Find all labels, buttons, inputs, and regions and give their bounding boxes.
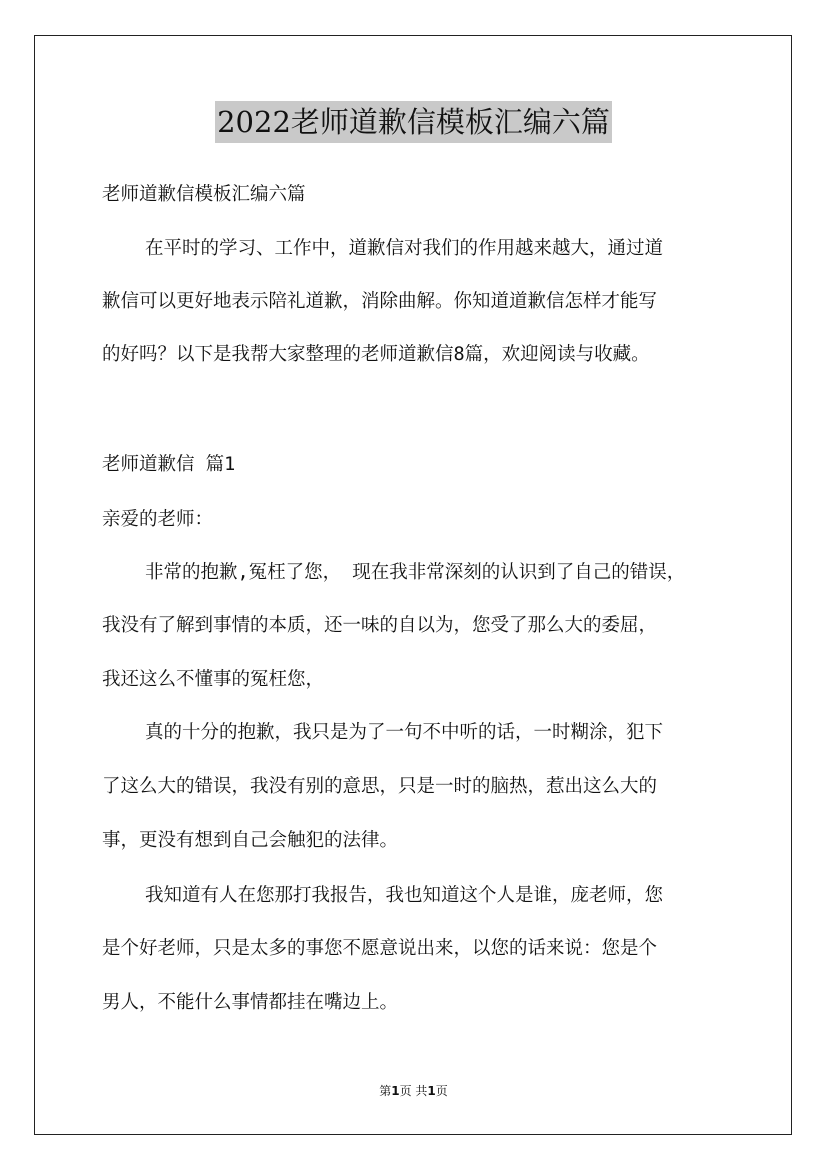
intro-line-1: 在平时的学习、工作中，道歉信对我们的作用越来越大，通过道 xyxy=(145,238,664,259)
footer-page-total: 1 xyxy=(427,1084,436,1098)
section-heading: 老师道歉信 篇1 xyxy=(102,454,236,475)
paragraph2-line-3: 事，更没有想到自己会触犯的法律。 xyxy=(102,830,399,851)
document-title: 2022老师道歉信模板汇编六篇 xyxy=(215,101,612,143)
paragraph2-line-1: 真的十分的抱歉，我只是为了一句不中听的话，一时糊涂，犯下 xyxy=(145,722,664,743)
paragraph1-line-2: 我没有了解到事情的本质，还一味的自以为，您受了那么大的委屈， xyxy=(102,615,658,636)
document-subtitle: 老师道歉信模板汇编六篇 xyxy=(102,184,306,205)
paragraph2-line-2: 了这么大的错误，我没有别的意思，只是一时的脑热，惹出这么大的 xyxy=(102,776,658,797)
paragraph3-line-3: 男人，不能什么事情都挂在嘴边上。 xyxy=(102,992,399,1013)
salutation: 亲爱的老师： xyxy=(102,509,214,530)
intro-line-3: 的好吗？以下是我帮大家整理的老师道歉信8篇，欢迎阅读与收藏。 xyxy=(102,344,650,365)
intro-line-2: 歉信可以更好地表示陪礼道歉，消除曲解。你知道道歉信怎样才能写 xyxy=(102,291,658,312)
title-container xyxy=(0,101,827,143)
paragraph3-line-1: 我知道有人在您那打我报告，我也知道这个人是谁，庞老师，您 xyxy=(145,885,664,906)
paragraph3-line-2: 是个好老师，只是太多的事您不愿意说出来，以您的话来说：您是个 xyxy=(102,938,658,959)
footer-prefix: 第 xyxy=(379,1084,392,1098)
footer-mid: 页 共 xyxy=(399,1084,428,1098)
footer-suffix: 页 xyxy=(435,1084,448,1098)
paragraph1-line-1: 非常的抱歉,冤枉了您， 现在我非常深刻的认识到了自己的错误， xyxy=(145,562,686,583)
footer-page-number: 1 xyxy=(391,1084,400,1098)
paragraph1-line-3: 我还这么不懂事的冤枉您， xyxy=(102,669,325,690)
page-footer xyxy=(0,1082,827,1099)
